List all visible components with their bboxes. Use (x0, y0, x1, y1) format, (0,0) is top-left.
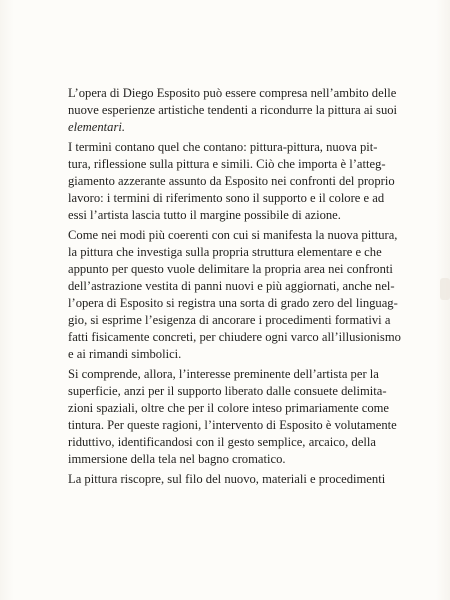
text-line: gio, si esprime l’esigenza di ancorare i procedimenti formativi a (68, 313, 391, 328)
text-line-italic (68, 119, 376, 136)
paragraph (68, 139, 395, 224)
paragraph (68, 471, 386, 488)
page-edge-mark (440, 278, 450, 300)
paragraph (68, 85, 398, 136)
text-line: fatti fisicamente concreti, per chiudere ogni varco all’illusionismo (68, 330, 401, 345)
text-line: lavoro: i termini di riferimento sono il supporto e il colore e ad (68, 191, 385, 206)
text-line: essi l’artista lascia tutto il margine possibile di azione. (68, 208, 341, 223)
text-line: la pittura che investiga sulla propria struttura elementare e che (68, 244, 382, 259)
paragraph (68, 366, 397, 469)
body-text (68, 85, 401, 488)
text-line: riduttivo, identificandosi con il gesto semplice, arcaico, della (68, 435, 376, 450)
text-line: nuove esperienze artistiche tendenti a ricondurre la pittura ai suoi (68, 103, 398, 118)
text-line: superficie, anzi per il supporto liberato dalle consuete delimita- (68, 384, 387, 399)
text-line: immersione della tela nel bagno cromatico. (68, 452, 286, 467)
text-line: La pittura riscopre, sul filo del nuovo, materiali e procedimenti (68, 472, 386, 487)
text-line: Si comprende, allora, l’interesse preminente dell’artista per la (68, 367, 379, 381)
text-line: e ai rimandi simbolici. (68, 347, 182, 362)
text-line: giamento azzerante assunto da Esposito nei confronti del proprio (68, 173, 395, 188)
text-line: Come nei modi più coerenti con cui si manifesta la nuova pittura, (68, 227, 398, 242)
text-line: l’opera di Esposito si registra una sorta di grado zero del linguag- (68, 296, 398, 311)
text-line: zioni spaziali, oltre che per il colore inteso primariamente come (68, 401, 390, 416)
text-line: dell’astrazione vestita di panni nuovi e più aggiornati, anche nel- (68, 279, 395, 294)
text-line: appunto per questo vuole delimitare la propria area nei confronti (68, 261, 393, 276)
italic-term: elementari. (68, 120, 126, 135)
text-line: L’opera di Diego Esposito può essere compresa nell’ambito delle (68, 86, 397, 100)
paragraph (68, 227, 401, 364)
text-line: I termini contano quel che contano: pittura-pittura, nuova pit- (68, 139, 378, 154)
text-line: tura, riflessione sulla pittura e simili. Ciò che importa è l’atteg- (68, 156, 386, 171)
text-line: tintura. Per queste ragioni, l’intervento di Esposito è volutamente (68, 418, 397, 433)
